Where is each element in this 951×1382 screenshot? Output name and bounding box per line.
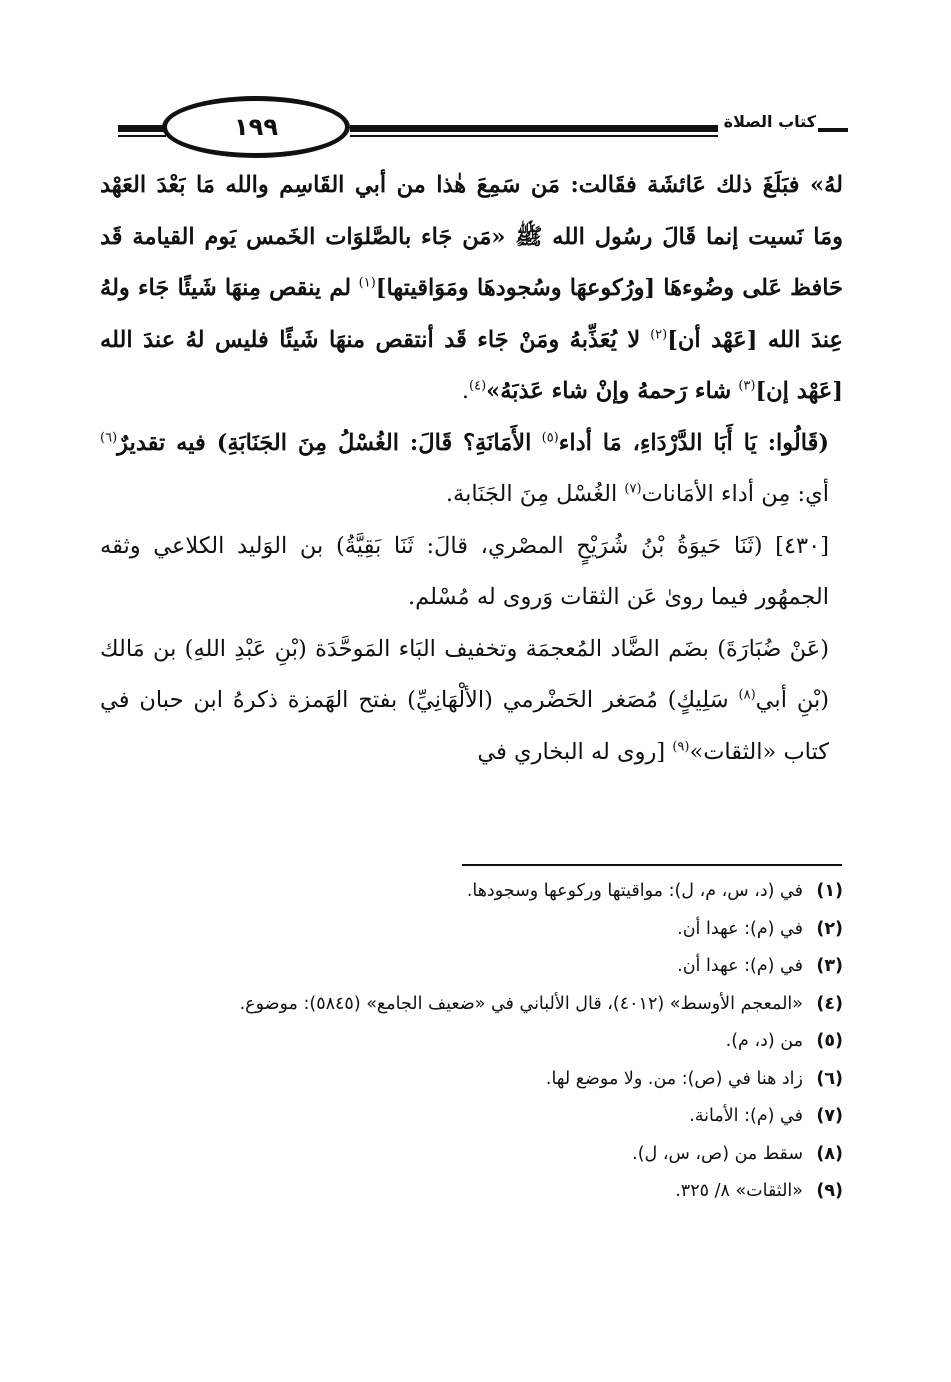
footnote-ref-8[interactable]: (٨) bbox=[738, 687, 756, 703]
footnote-8 bbox=[100, 1136, 843, 1174]
p4c-text: [روى له البخاري في bbox=[477, 738, 666, 765]
footnote-text: في (د، س، م، ل): مواقيتها وركوعها وسجودها. bbox=[466, 881, 803, 901]
footnote-ref-3[interactable]: (٣) bbox=[738, 378, 756, 394]
p2d-text: الغُسْل مِنَ الجَنَابة. bbox=[445, 481, 618, 507]
footnote-text: من (د، م). bbox=[725, 1031, 803, 1051]
paragraph-3 bbox=[100, 521, 843, 624]
footnote-5 bbox=[100, 1023, 843, 1061]
p3-text: [٤٣٠] (ثَنَا حَيوَةُ بْنُ شُرَيْحٍ المصْري، قالَ: ثَنَا بَقِيَّةُ) بن الوَليد الكلاعي وثقه الجمهُور فيما روىٰ عَن الثقات وَروى له مُسْلم. bbox=[100, 532, 829, 610]
footnote-text: سقط من (ص، س، ل). bbox=[632, 1143, 803, 1164]
header-rule-middle-thin bbox=[350, 135, 718, 137]
page-number: ١٩٩ bbox=[162, 96, 350, 158]
footnote-1 bbox=[100, 873, 843, 911]
footnote-number: (٢) bbox=[816, 918, 843, 939]
footnote-text: في (م): عهدا أن. bbox=[677, 956, 803, 976]
footnote-number: (٣) bbox=[816, 956, 843, 976]
header-rule-left-thin bbox=[118, 135, 166, 137]
main-text bbox=[100, 160, 843, 778]
p2a-text: (قَالُوا: يَا أَبَا الدَّرْدَاءِ، مَا أداء bbox=[558, 429, 829, 456]
footnote-number: (٨) bbox=[816, 1143, 843, 1164]
header-rule-left bbox=[118, 125, 166, 132]
footnote-7 bbox=[100, 1098, 843, 1136]
p4a-text: (عَنْ ضُبَارَةَ) بضَم الضَّاد المُعجمَة وتخفيف البَاء المَوحَّدَة (بْنِ عَبْدِ اللهِ) بن مَالك (بْنِ أبي bbox=[100, 635, 830, 713]
footnote-text: في (م): الأمانة. bbox=[689, 1106, 803, 1126]
paragraph-1 bbox=[100, 160, 843, 418]
footnote-divider bbox=[462, 864, 842, 866]
footnote-text: «المعجم الأوسط» (٤٠١٢)، قال الألباني في «ضعيف الجامع» (٥٨٤٥): موضوع. bbox=[239, 993, 803, 1014]
footnote-3 bbox=[100, 948, 843, 986]
footnote-text: في (م): عهدا أن. bbox=[677, 918, 803, 939]
footnotes bbox=[100, 873, 843, 1211]
p2c-text: أي: مِن أداء الأمَانات bbox=[641, 481, 829, 507]
footnote-ref-4[interactable]: (٤) bbox=[469, 378, 487, 394]
running-title: كتاب الصلاة bbox=[723, 112, 816, 131]
footnote-ref-7[interactable]: (٧) bbox=[624, 481, 642, 497]
p1c-text: لا يُعَذِّبهُ ومَنْ جَاء قَد أنتقص منهَا شَيئًا فليس لهُ عندَ الله [عَهْد إن] bbox=[100, 326, 843, 404]
footnote-ref-9[interactable]: (٩) bbox=[672, 739, 690, 754]
footnote-number: (٧) bbox=[816, 1106, 843, 1126]
footnote-number: (٩) bbox=[816, 1181, 843, 1201]
paragraph-2 bbox=[100, 418, 843, 521]
p1e-text: . bbox=[461, 378, 470, 404]
footnote-number: (٥) bbox=[816, 1031, 843, 1051]
footnote-number: (٤) bbox=[816, 993, 843, 1014]
header-rule-tail bbox=[818, 128, 848, 132]
footnote-ref-2[interactable]: (٢) bbox=[650, 327, 668, 342]
p1b-text: لم ينقص مِنهَا شَيئًا جَاء ولهُ عِندَ الله [عَهْد أن] bbox=[100, 275, 843, 353]
footnote-number: (١) bbox=[816, 881, 843, 901]
footnote-text: «الثقات» ٨/ ٣٢٥. bbox=[675, 1181, 803, 1201]
footnote-4 bbox=[100, 986, 843, 1024]
footnote-9 bbox=[100, 1173, 843, 1211]
footnote-6 bbox=[100, 1061, 843, 1099]
footnote-2 bbox=[100, 911, 843, 949]
p4b-text: سَلِيكٍ) مُصَغر الحَضْرمي (الألْهَانِيِّ) بفتح الهَمزة ذكرهُ ابن حبان في كتاب «الثقات» bbox=[100, 687, 829, 765]
p1-text: لهُ» فبَلَغَ ذلك عَائشَة فقَالت: مَن سَمِعَ هٰذا من أبي القَاسِم والله مَا بَعْدَ العَهْد ومَا نَسيت إنما قَالَ رسُول الله ﷺ «مَن جَاء بالصَّلوَات الخَمس يَوم القيامة قَد حَافظ عَلى وضُوءهَا [ورُكوعهَا وسُجودهَا ومَوَاقيتها] bbox=[100, 172, 844, 301]
header-rule-middle bbox=[350, 125, 718, 132]
p1d-text: شاء رَحمهُ وإنْ شاء عَذبَهُ» bbox=[486, 378, 732, 404]
paragraph-4 bbox=[100, 624, 843, 779]
footnote-ref-1[interactable]: (١) bbox=[358, 275, 376, 291]
footnote-number: (٦) bbox=[816, 1068, 843, 1089]
page-header bbox=[118, 100, 848, 160]
footnote-text: زاد هنا في (ص): من. ولا موضع لها. bbox=[545, 1068, 803, 1089]
footnote-ref-5[interactable]: (٥) bbox=[541, 430, 559, 445]
p2b-text: الأَمَانَةِ؟ قَالَ: الغُسْلُ مِنَ الجَنَابَةِ) فيه تقديرٌ bbox=[117, 429, 532, 456]
footnote-ref-6[interactable]: (٦) bbox=[100, 430, 118, 445]
